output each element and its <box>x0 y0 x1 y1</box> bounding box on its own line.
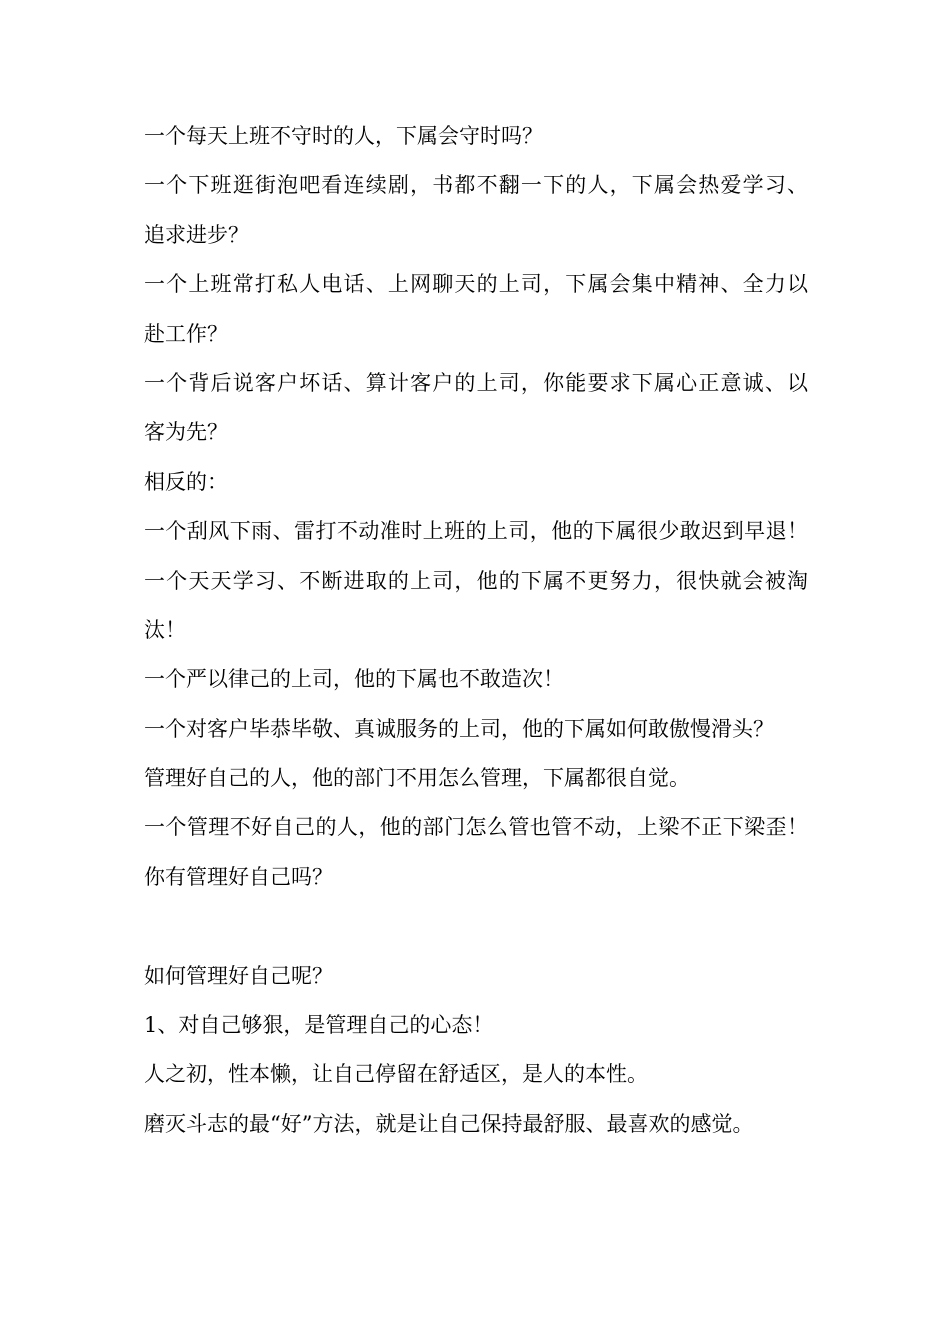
text-line: 一个背后说客户坏话、算计客户的上司，你能要求下属心正意诚、以 <box>144 370 808 395</box>
text-line: 一个对客户毕恭毕敬、真诚服务的上司，他的下属如何敢傲慢滑头？ <box>144 716 774 741</box>
blank-line <box>144 902 808 951</box>
text-line: 磨灭斗志的最“好”方法，就是让自己保持最舒服、最喜欢的感觉。 <box>144 1111 754 1136</box>
text-line: 管理好自己的人，他的部门不用怎么管理，下属都很自觉。 <box>144 766 690 791</box>
text-line: 一个严以律己的上司，他的下属也不敢造次！ <box>144 667 564 692</box>
numbered-point: 1、对自己够狠，是管理自己的心态！ <box>144 1013 494 1038</box>
text-line: 一个管理不好自己的人，他的部门怎么管也管不动，上梁不正下梁歪！ <box>144 815 808 840</box>
section-heading: 如何管理好自己呢？ <box>144 963 333 988</box>
text-line: 一个刮风下雨、雷打不动准时上班的上司，他的下属很少敢迟到早退！ <box>144 519 808 544</box>
text-line: 人之初，性本懒，让自己停留在舒适区，是人的本性。 <box>144 1062 648 1087</box>
text-line: 一个天天学习、不断进取的上司，他的下属不更努力，很快就会被淘 <box>144 568 808 593</box>
text-line: 一个每天上班不守时的人，下属会守时吗？ <box>144 124 543 148</box>
text-line: 汰！ <box>144 617 186 642</box>
text-line: 追求进步？ <box>144 222 249 247</box>
text-line: 你有管理好自己吗？ <box>144 864 333 889</box>
text-line: 一个上班常打私人电话、上网聊天的上司，下属会集中精神、全力以 <box>144 272 808 297</box>
document-body <box>144 112 808 1149</box>
text-line: 相反的： <box>144 469 228 494</box>
text-line: 客为先？ <box>144 420 228 445</box>
text-line: 赴工作？ <box>144 321 228 346</box>
text-line: 一个下班逛街泡吧看连续剧，书都不翻一下的人，下属会热爱学习、 <box>144 173 808 198</box>
